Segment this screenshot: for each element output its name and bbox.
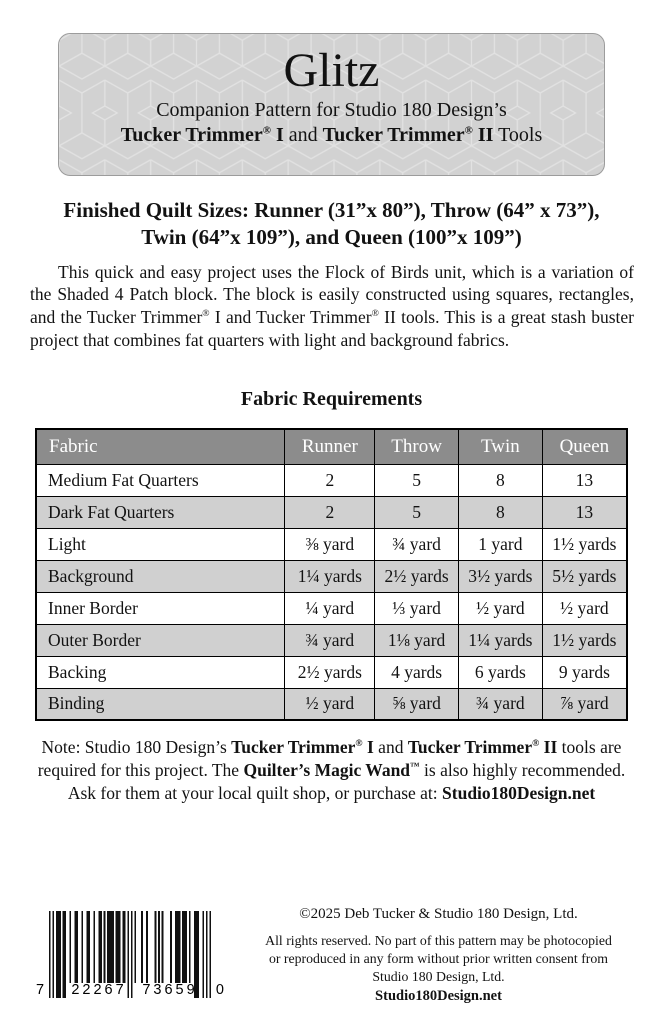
- tools-note: [22, 736, 641, 805]
- intro-paragraph: This quick and easy project uses the Flock of Birds unit, which is a variation of the Shaded 4 Patch block. The block is easily constructed using squares, rectangles, and the Tucker Trimmer® I and Tucker Trimmer® II tools. This is a great stash buster project that combines fat quarters with light and background fabrics.: [30, 261, 634, 350]
- table-row: [36, 464, 627, 496]
- table-row: [36, 528, 627, 560]
- runner-yardage-cell: 2: [285, 464, 375, 496]
- runner-yardage-cell: ¾ yard: [285, 624, 375, 656]
- fabric-name-cell: Light: [36, 528, 285, 560]
- fabric-requirements-table: [35, 428, 628, 721]
- runner-yardage-cell: 2½ yards: [285, 656, 375, 688]
- footer: [0, 901, 663, 1005]
- queen-yardage-cell: ⅞ yard: [542, 688, 627, 720]
- queen-yardage-cell: ½ yard: [542, 592, 627, 624]
- table-header-row: [36, 429, 627, 464]
- barcode-digits-right-group: 73659: [142, 982, 198, 998]
- throw-yardage-cell: 4 yards: [375, 656, 459, 688]
- queen-yardage-cell: 9 yards: [542, 656, 627, 688]
- runner-yardage-cell: ⅜ yard: [285, 528, 375, 560]
- table-row: [36, 688, 627, 720]
- table-row: [36, 496, 627, 528]
- twin-yardage-cell: 8: [458, 496, 542, 528]
- pattern-title: Glitz: [283, 44, 380, 97]
- column-header-throw: Throw: [375, 429, 459, 464]
- barcode-digits-left-group: 22267: [71, 982, 127, 998]
- runner-yardage-cell: 2: [285, 496, 375, 528]
- runner-yardage-cell: 1¼ yards: [285, 560, 375, 592]
- fabric-name-cell: Background: [36, 560, 285, 592]
- twin-yardage-cell: ½ yard: [458, 592, 542, 624]
- queen-yardage-cell: 13: [542, 496, 627, 528]
- runner-yardage-cell: ½ yard: [285, 688, 375, 720]
- table-row: [36, 560, 627, 592]
- throw-yardage-cell: ⅓ yard: [375, 592, 459, 624]
- throw-yardage-cell: 5: [375, 464, 459, 496]
- twin-yardage-cell: ¾ yard: [458, 688, 542, 720]
- queen-yardage-cell: 1½ yards: [542, 528, 627, 560]
- twin-yardage-cell: 8: [458, 464, 542, 496]
- rights-line-3: Studio 180 Design, Ltd.: [372, 968, 505, 984]
- queen-yardage-cell: 1½ yards: [542, 624, 627, 656]
- website-text: Studio180Design.net: [375, 987, 502, 1004]
- twin-yardage-cell: 3½ yards: [458, 560, 542, 592]
- runner-yardage-cell: ¼ yard: [285, 592, 375, 624]
- twin-yardage-cell: 1¼ yards: [458, 624, 542, 656]
- note-line-2: required for this project. The Quilter’s Magic Wand™ is also highly recommended.: [37, 760, 626, 781]
- title-banner: [58, 33, 605, 176]
- table-row: [36, 656, 627, 688]
- throw-yardage-cell: 5: [375, 496, 459, 528]
- twin-yardage-cell: 6 yards: [458, 656, 542, 688]
- copyright-line: ©2025 Deb Tucker & Studio 180 Design, Ltd.: [299, 906, 578, 922]
- table-row: [36, 592, 627, 624]
- twin-yardage-cell: 1 yard: [458, 528, 542, 560]
- table-row: [36, 624, 627, 656]
- queen-yardage-cell: 5½ yards: [542, 560, 627, 592]
- queen-yardage-cell: 13: [542, 464, 627, 496]
- rights-text: [238, 932, 639, 986]
- upc-barcode: [36, 901, 224, 1001]
- throw-yardage-cell: ¾ yard: [375, 528, 459, 560]
- finished-sizes-line-1: Finished Quilt Sizes: Runner (31”x 80”), Throw (64” x 73”),: [63, 198, 600, 222]
- column-header-twin: Twin: [458, 429, 542, 464]
- copyright-block: [224, 901, 663, 1005]
- subtitle-line-2: Tucker Trimmer® I and Tucker Trimmer® II Tools: [120, 124, 543, 147]
- rights-line-1: All rights reserved. No part of this pattern may be photocopied: [265, 933, 612, 948]
- column-header-runner: Runner: [285, 429, 375, 464]
- throw-yardage-cell: 1⅛ yard: [375, 624, 459, 656]
- fabric-name-cell: Backing: [36, 656, 285, 688]
- fabric-name-cell: Outer Border: [36, 624, 285, 656]
- finished-sizes-heading: [0, 197, 663, 252]
- throw-yardage-cell: ⅝ yard: [375, 688, 459, 720]
- barcode-digit-trail: 0: [215, 982, 224, 998]
- note-line-3: Ask for them at your local quilt shop, or purchase at: Studio180Design.net: [67, 783, 596, 804]
- fabric-name-cell: Inner Border: [36, 592, 285, 624]
- fabric-requirements-title: Fabric Requirements: [240, 388, 423, 411]
- rights-line-2: or reproduced in any form without prior written consent from: [268, 950, 609, 966]
- fabric-name-cell: Binding: [36, 688, 285, 720]
- barcode-digit-lead: 7: [36, 982, 45, 998]
- fabric-name-cell: Dark Fat Quarters: [36, 496, 285, 528]
- note-line-1: Note: Studio 180 Design’s Tucker Trimmer® I and Tucker Trimmer® II tools are: [41, 737, 622, 758]
- column-header-fabric: Fabric: [36, 429, 285, 464]
- subtitle-line-1: Companion Pattern for Studio 180 Design’s: [156, 99, 507, 122]
- column-header-queen: Queen: [542, 429, 627, 464]
- fabric-name-cell: Medium Fat Quarters: [36, 464, 285, 496]
- finished-sizes-line-2: Twin (64”x 109”), and Queen (100”x 109”): [141, 225, 522, 250]
- throw-yardage-cell: 2½ yards: [375, 560, 459, 592]
